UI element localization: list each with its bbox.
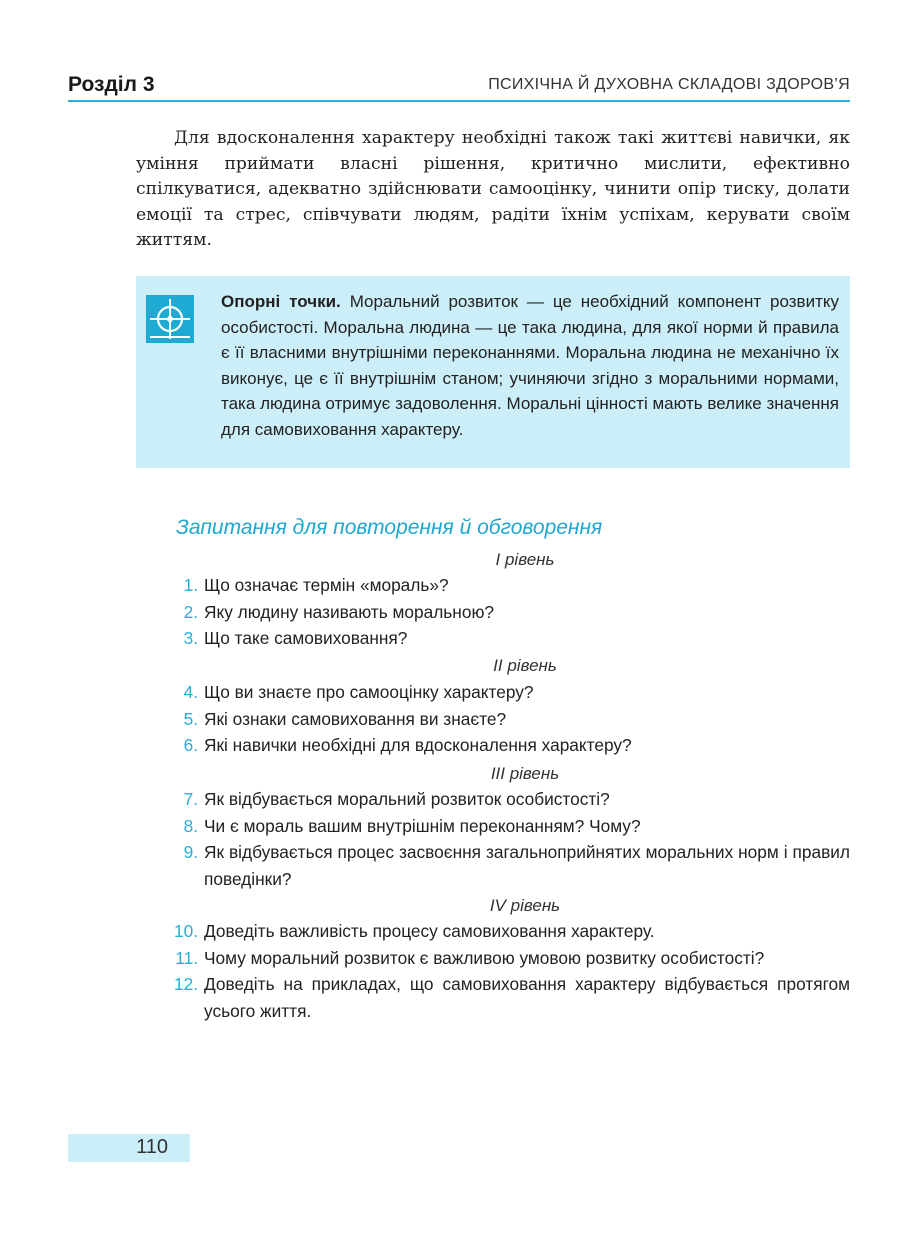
question-text: Яку людину називають моральною? [204, 601, 495, 622]
question-text: Як відбувається моральний розвиток особистості? [204, 789, 610, 809]
question-text: Які навички необхідні для вдосконалення характеру? [204, 735, 632, 755]
question-list [150, 918, 850, 1024]
key-points-label: Опорні точки. [221, 292, 341, 311]
question-text: Які ознаки самовиховання ви знаєте? [204, 708, 507, 729]
question-item [150, 813, 850, 840]
question-item [150, 786, 850, 813]
question-list [150, 786, 850, 892]
page-number: 110 [136, 1136, 168, 1158]
key-points-body: Моральний розвиток — це необхідний компонент розвитку особистості. Моральна людина — це така людина, для якої норми й правила є її власними внутрішніми переконаннями. Моральна людина не механічно їх виконує, це є її внутрішнім станом; учиняючи згідно з моральними нормами, така людина отримує задоволення. Моральні цінності мають велике значення для самовиховання характеру. [221, 292, 839, 439]
question-text: Доведіть на прикладах, що самовиховання характеру відбувається протягом усього життя. [204, 974, 850, 1021]
key-points-box [136, 276, 850, 468]
question-text: Що таке самовиховання? [204, 628, 408, 648]
question-item [150, 599, 850, 626]
question-list [150, 679, 850, 759]
question-text: Доведіть важливість процесу самовиховання характеру. [204, 921, 655, 941]
page-header [68, 70, 850, 102]
question-item [150, 945, 850, 972]
question-number: 6. [183, 735, 198, 755]
level-heading: ІV рівень [489, 896, 561, 915]
question-number: 11. [175, 947, 198, 968]
page-number-badge [68, 1134, 190, 1162]
question-number: 7. [183, 789, 198, 809]
question-number: 9. [183, 842, 198, 862]
question-number: 12. [173, 974, 198, 994]
question-text: Що ви знаєте про самооцінку характеру? [204, 682, 534, 702]
question-list [150, 572, 850, 652]
level-heading: ІІІ рівень [490, 764, 560, 783]
question-item [150, 625, 850, 652]
key-points-text [221, 289, 839, 443]
question-number: 5. [183, 708, 198, 729]
question-item [150, 918, 850, 945]
questions-heading: Запитання для повторення й обговорення [176, 516, 603, 539]
intro-paragraph: Для вдосконалення характеру необхідні також такі життєві навички, як уміння приймати власні рішення, критично мислити, ефективно спілкуватися, адекватно здійснювати самооцінку, чинити опір тиску, долати емоції та стрес, співчувати людям, радіти їхнім успіхам, керувати своїм життям. [136, 128, 850, 251]
chapter-title: ПСИХІЧНА Й ДУХОВНА СКЛАДОВІ ЗДОРОВ’Я [488, 76, 850, 93]
question-number: 1. [183, 575, 198, 595]
level-heading: ІІ рівень [493, 656, 557, 675]
question-number: 3. [183, 628, 198, 648]
question-text: Як відбувається процес засвоєння загальноприйнятих моральних норм і правил поведінки? [204, 842, 850, 889]
question-item [150, 679, 850, 706]
question-text: Чи є мораль вашим внутрішнім переконанням? Чому? [204, 815, 641, 836]
question-number: 4. [183, 682, 198, 702]
question-number: 10. [173, 921, 198, 941]
target-crosshair-icon [146, 295, 194, 343]
question-item [150, 706, 850, 733]
question-text: Що означає термін «мораль»? [204, 575, 449, 595]
question-item [150, 839, 850, 892]
section-label: Розділ 3 [68, 73, 155, 96]
question-number: 8. [183, 815, 198, 836]
question-item [150, 732, 850, 759]
question-number: 2. [183, 601, 198, 622]
question-text: Чому моральний розвиток є важливою умовою розвитку особистості? [204, 947, 765, 968]
level-heading: І рівень [495, 550, 555, 569]
question-item [150, 971, 850, 1024]
question-item [150, 572, 850, 599]
